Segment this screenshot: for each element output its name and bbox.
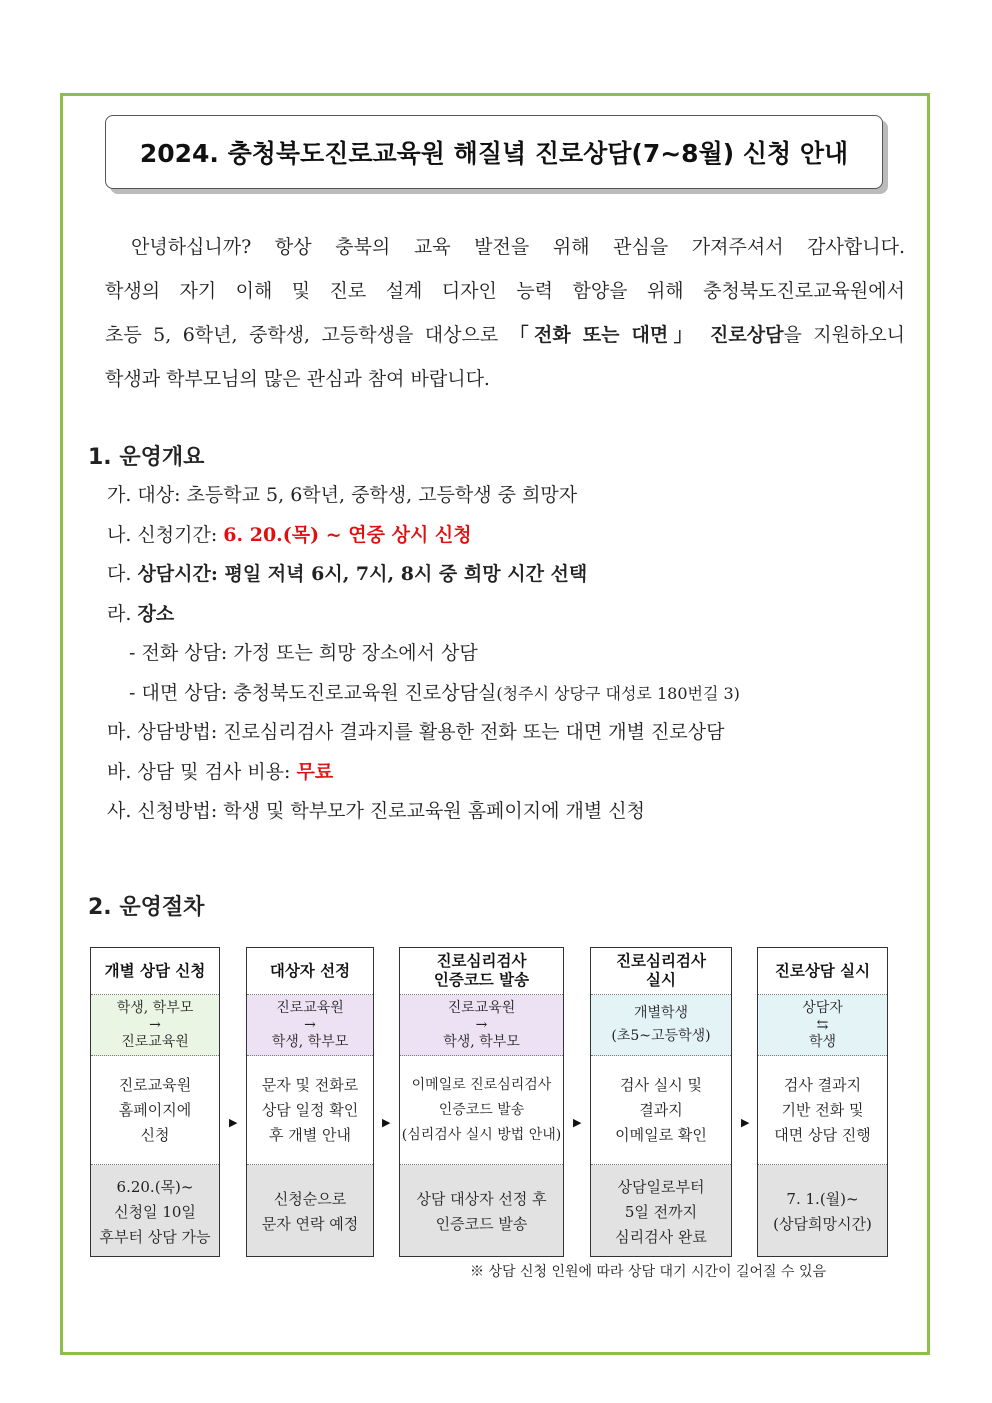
section2-heading: 2. 운영절차 xyxy=(88,895,205,920)
note-line: 신청순으로 xyxy=(273,1190,347,1208)
flow-arrow-icon: ▶ xyxy=(741,1116,750,1129)
item-label: 바. 상담 및 검사 비용: xyxy=(107,760,297,783)
actor-from: 진로교육원 xyxy=(276,999,344,1016)
step-actors xyxy=(400,995,563,1056)
flow-arrow-icon: ▶ xyxy=(229,1116,238,1129)
desc-line: 진로교육원 xyxy=(118,1075,192,1094)
desc-line: 홈페이지에 xyxy=(118,1100,192,1119)
actor-to: 진로교육원 xyxy=(121,1033,189,1050)
desc-line: 인증코드 발송 xyxy=(438,1101,525,1118)
desc-line: 대면 상담 진행 xyxy=(774,1125,871,1144)
step-actors xyxy=(591,995,731,1056)
title-box xyxy=(105,115,883,189)
step-title-line: 실시 xyxy=(646,971,676,989)
step-note xyxy=(247,1165,373,1257)
step-title-line: 진로심리검사 xyxy=(436,952,527,970)
step-note xyxy=(400,1165,563,1257)
actor-to: 학생, 학부모 xyxy=(271,1033,349,1050)
step-title-line: 개별 상담 신청 xyxy=(104,961,206,980)
desc-line: 이메일로 진로심리검사 xyxy=(411,1076,552,1093)
swap-arrows-icon: ⇆ xyxy=(816,1016,829,1033)
actor-to: 학생 xyxy=(808,1033,837,1050)
step-card-apply xyxy=(90,947,220,1257)
overview-item-cost xyxy=(107,757,907,797)
note-line: 상담일로부터 xyxy=(617,1177,705,1196)
step-note xyxy=(591,1165,731,1257)
step-title-line: 진로심리검사 xyxy=(616,952,706,970)
item-label: 라. xyxy=(107,602,138,625)
note-line: 5일 전까지 xyxy=(624,1202,698,1221)
actor-from: 학생, 학부모 xyxy=(116,999,194,1016)
section1-heading: 1. 운영개요 xyxy=(88,445,205,470)
overview-list xyxy=(107,480,907,836)
intro-text: 초등 5, 6학년, 중학생, 고등학생을 대상으로 xyxy=(105,324,510,346)
overview-item-time xyxy=(107,559,907,599)
step-title xyxy=(591,948,731,995)
desc-line: 결과지 xyxy=(639,1100,683,1119)
item-label: 다. xyxy=(107,563,138,585)
desc-line: 검사 결과지 xyxy=(783,1075,862,1094)
step-actors xyxy=(91,995,219,1056)
item-value-highlight: 무료 xyxy=(296,760,334,783)
overview-subitem-inperson xyxy=(107,678,907,718)
step-title-line: 인증코드 발송 xyxy=(433,971,530,989)
overview-item-period xyxy=(107,520,907,560)
step-note xyxy=(91,1165,219,1257)
arrow-down-icon: → xyxy=(304,1016,316,1033)
intro-paragraph xyxy=(105,225,905,401)
step-description xyxy=(591,1056,731,1165)
desc-line: 문자 및 전화로 xyxy=(261,1075,359,1094)
item-value: - 대면 상담: 충청북도진로교육원 진로상담실 xyxy=(129,681,497,704)
intro-line: 학생과 학부모님의 많은 관심과 참여 바랍니다. xyxy=(105,368,490,390)
item-value: 장소 xyxy=(137,602,175,625)
step-description xyxy=(400,1056,563,1165)
overview-item-apply: 사. 신청방법: 학생 및 학부모가 진로교육원 홈페이지에 개별 신청 xyxy=(107,800,645,822)
step-title xyxy=(400,948,563,995)
desc-line: 검사 실시 및 xyxy=(620,1075,702,1094)
step-card-select xyxy=(246,947,374,1257)
overview-item-place xyxy=(107,599,907,639)
note-line: (상담희망시간) xyxy=(773,1215,872,1233)
desc-line: 신청 xyxy=(140,1125,170,1144)
note-line: 6.20.(목)~ xyxy=(116,1177,194,1196)
flow-arrow-icon: ▶ xyxy=(573,1116,582,1129)
note-line: 후부터 상담 가능 xyxy=(99,1227,211,1246)
item-label: 나. 신청기간: xyxy=(107,523,224,546)
item-value: 상담시간: 평일 저녁 6시, 7시, 8시 중 희망 시간 선택 xyxy=(137,563,588,585)
step-title xyxy=(758,948,887,995)
step-card-counsel xyxy=(757,947,888,1257)
intro-text: 을 지원하오니 xyxy=(783,324,906,346)
step-title-line: 진로상담 실시 xyxy=(774,961,871,980)
step-actors xyxy=(758,995,887,1056)
note-line: 문자 연락 예정 xyxy=(261,1215,359,1233)
note-line: 상담 대상자 선정 후 xyxy=(416,1190,547,1208)
step-actors xyxy=(247,995,373,1056)
note-line: 7. 1.(월)~ xyxy=(786,1190,859,1208)
note-line: 신청일 10일 xyxy=(114,1202,196,1221)
address-text: (청주시 상당구 대성로 180번길 3) xyxy=(496,683,740,703)
step-title xyxy=(247,948,373,995)
overview-subitem-phone: - 전화 상담: 가정 또는 희망 장소에서 상담 xyxy=(129,642,478,664)
intro-line: 학생의 자기 이해 및 진로 설계 디자인 능력 함양을 위해 충청북도진로교육원에서 xyxy=(105,280,905,302)
step-title xyxy=(91,948,219,995)
arrow-right-icon: → xyxy=(149,1016,161,1033)
arrow-down-icon: → xyxy=(475,1016,488,1033)
note-line: 심리검사 완료 xyxy=(615,1227,707,1246)
step-note xyxy=(758,1165,887,1257)
step-title-line: 대상자 선정 xyxy=(269,961,351,980)
step-description xyxy=(247,1056,373,1165)
intro-line: 안녕하십니까? 항상 충북의 교육 발전을 위해 관심을 가져주셔서 감사합니다. xyxy=(131,236,905,258)
actor-to: (초5~고등학생) xyxy=(611,1028,711,1044)
desc-line: 상담 일정 확인 xyxy=(261,1100,359,1119)
actor-from: 진로교육원 xyxy=(447,999,516,1016)
page-title: 2024. 충청북도진로교육원 해질녘 진로상담(7~8월) 신청 안내 xyxy=(139,139,849,168)
footnote: ※ 상담 신청 인원에 따라 상담 대기 시간이 길어질 수 있음 xyxy=(470,1264,827,1280)
intro-emphasis: 「전화 또는 대면」 진로상담 xyxy=(509,324,784,346)
actor-from: 상담자 xyxy=(802,999,843,1016)
desc-line: 이메일로 확인 xyxy=(615,1125,707,1144)
desc-line: 후 개별 안내 xyxy=(269,1125,351,1144)
step-description xyxy=(91,1056,219,1165)
flow-arrow-icon: ▶ xyxy=(382,1116,391,1129)
step-card-test xyxy=(590,947,732,1257)
note-line: 인증코드 발송 xyxy=(435,1215,528,1233)
actor-from: 개별학생 xyxy=(633,1005,689,1021)
overview-item-target: 가. 대상: 초등학교 5, 6학년, 중학생, 고등학생 중 희망자 xyxy=(107,484,578,506)
intro-line xyxy=(105,313,905,357)
item-value-highlight: 6. 20.(목) ~ 연중 상시 신청 xyxy=(223,523,472,546)
actor-to: 학생, 학부모 xyxy=(443,1033,520,1050)
desc-line: 기반 전화 및 xyxy=(781,1100,864,1119)
step-description xyxy=(758,1056,887,1165)
desc-line: (심리검사 실시 방법 안내) xyxy=(401,1126,562,1143)
overview-item-method: 마. 상담방법: 진로심리검사 결과지를 활용한 전화 또는 대면 개별 진로상담 xyxy=(107,721,725,743)
step-card-code xyxy=(399,947,564,1257)
